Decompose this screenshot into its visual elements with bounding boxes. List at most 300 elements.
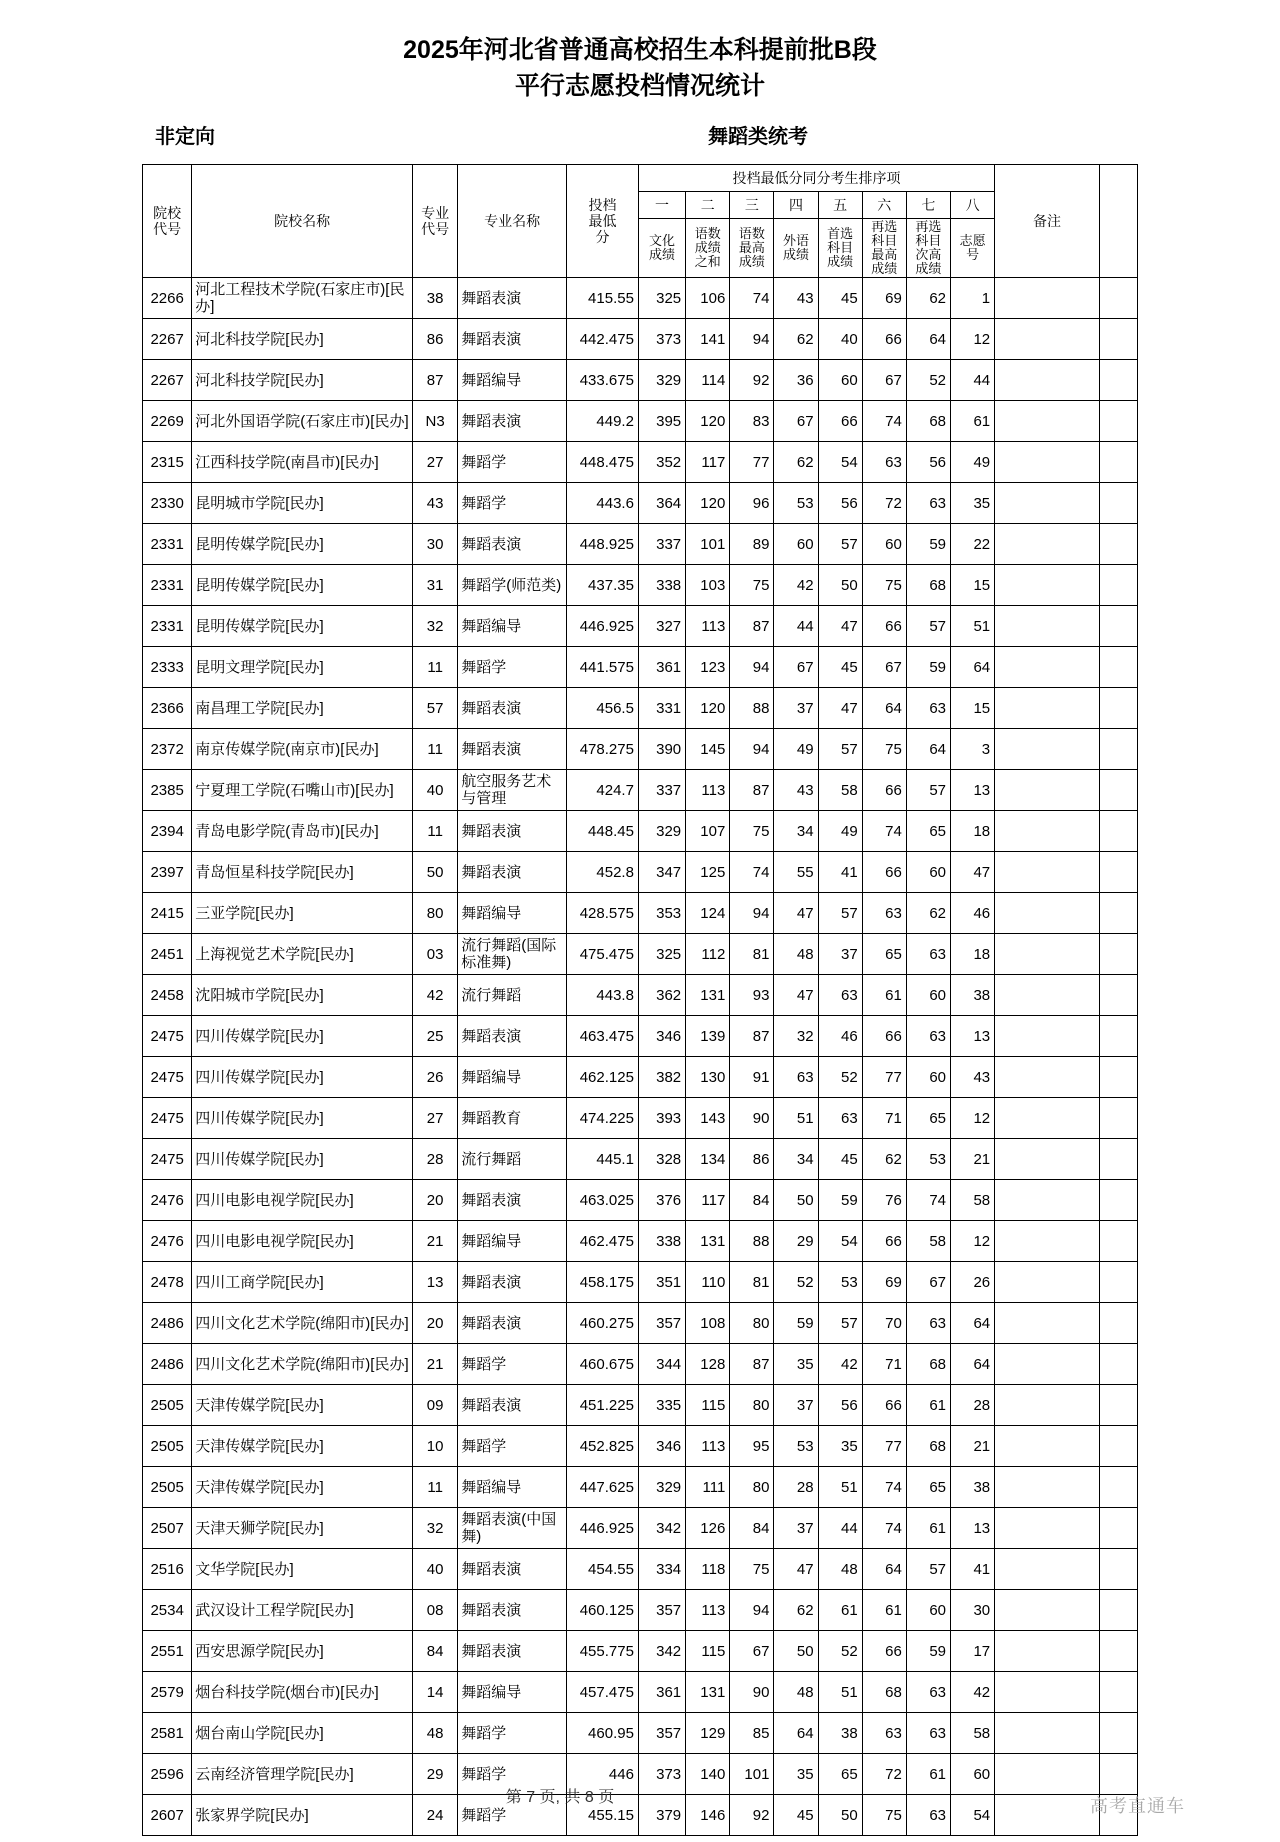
cell-rank-7: 74	[906, 1180, 950, 1221]
cell-rank-7: 63	[906, 934, 950, 975]
cell-rank-2: 113	[686, 1590, 730, 1631]
cell-filler	[1099, 1672, 1137, 1713]
cell-min-score: 454.55	[567, 1549, 639, 1590]
cell-rank-2: 140	[686, 1754, 730, 1795]
cell-school-code: 2267	[143, 319, 192, 360]
cell-filler	[1099, 1713, 1137, 1754]
cell-rank-2: 131	[686, 1672, 730, 1713]
cell-rank-8: 64	[951, 1344, 995, 1385]
cell-rank-2: 120	[686, 483, 730, 524]
cell-rank-8: 47	[951, 852, 995, 893]
cell-rank-1: 357	[638, 1303, 685, 1344]
cell-rank-2: 120	[686, 401, 730, 442]
cell-remark	[995, 1590, 1100, 1631]
cell-major-code: 48	[413, 1713, 458, 1754]
cell-rank-5: 49	[818, 811, 862, 852]
table-row	[143, 688, 1138, 729]
cell-rank-4: 63	[774, 1057, 818, 1098]
cell-rank-2: 131	[686, 975, 730, 1016]
cell-rank-7: 65	[906, 811, 950, 852]
header-culture-score: 文化成绩	[638, 219, 685, 278]
cell-major-code: 11	[413, 729, 458, 770]
cell-filler	[1099, 688, 1137, 729]
table-row	[143, 360, 1138, 401]
cell-rank-2: 126	[686, 1508, 730, 1549]
cell-rank-3: 80	[730, 1385, 774, 1426]
plan-type-label: 非定向	[155, 126, 215, 148]
cell-filler	[1099, 852, 1137, 893]
cell-rank-2: 130	[686, 1057, 730, 1098]
cell-rank-4: 53	[774, 483, 818, 524]
cell-rank-4: 59	[774, 1303, 818, 1344]
cell-school-code: 2476	[143, 1221, 192, 1262]
cell-rank-7: 60	[906, 1590, 950, 1631]
cell-remark	[995, 360, 1100, 401]
cell-major-code: 25	[413, 1016, 458, 1057]
table-row	[143, 975, 1138, 1016]
cell-min-score: 457.475	[567, 1672, 639, 1713]
cell-rank-7: 68	[906, 1426, 950, 1467]
cell-rank-4: 52	[774, 1262, 818, 1303]
cell-filler	[1099, 1098, 1137, 1139]
cell-school-name: 烟台科技学院(烟台市)[民办]	[192, 1672, 413, 1713]
cell-rank-5: 60	[818, 360, 862, 401]
cell-major-name: 舞蹈编导	[458, 606, 567, 647]
cell-rank-4: 60	[774, 524, 818, 565]
cell-min-score: 424.7	[567, 770, 639, 811]
cell-rank-4: 34	[774, 1139, 818, 1180]
cell-rank-3: 101	[730, 1754, 774, 1795]
cell-rank-6: 74	[862, 1508, 906, 1549]
cell-school-name: 西安思源学院[民办]	[192, 1631, 413, 1672]
cell-school-name: 四川文化艺术学院(绵阳市)[民办]	[192, 1344, 413, 1385]
cell-major-code: 57	[413, 688, 458, 729]
cell-school-code: 2269	[143, 401, 192, 442]
cell-major-name: 舞蹈学	[458, 647, 567, 688]
cell-rank-6: 72	[862, 1754, 906, 1795]
cell-major-code: 32	[413, 606, 458, 647]
cell-remark	[995, 647, 1100, 688]
cell-major-code: 87	[413, 360, 458, 401]
cell-min-score: 455.775	[567, 1631, 639, 1672]
cell-rank-7: 52	[906, 360, 950, 401]
cell-rank-7: 60	[906, 975, 950, 1016]
cell-min-score: 478.275	[567, 729, 639, 770]
cell-rank-6: 63	[862, 442, 906, 483]
cell-rank-3: 87	[730, 1344, 774, 1385]
cell-rank-1: 361	[638, 1672, 685, 1713]
cell-school-code: 2397	[143, 852, 192, 893]
cell-rank-1: 342	[638, 1631, 685, 1672]
cell-school-name: 昆明传媒学院[民办]	[192, 606, 413, 647]
cell-major-code: 80	[413, 893, 458, 934]
cell-rank-8: 58	[951, 1180, 995, 1221]
cell-rank-1: 351	[638, 1262, 685, 1303]
cell-rank-6: 71	[862, 1098, 906, 1139]
cell-remark	[995, 1713, 1100, 1754]
cell-min-score: 441.575	[567, 647, 639, 688]
cell-rank-3: 75	[730, 1549, 774, 1590]
cell-rank-2: 112	[686, 934, 730, 975]
cell-major-name: 舞蹈表演	[458, 524, 567, 565]
cell-school-code: 2596	[143, 1754, 192, 1795]
cell-rank-2: 113	[686, 1426, 730, 1467]
cell-rank-2: 115	[686, 1385, 730, 1426]
cell-rank-3: 75	[730, 811, 774, 852]
cell-major-code: 38	[413, 278, 458, 319]
cell-rank-8: 30	[951, 1590, 995, 1631]
cell-rank-4: 51	[774, 1098, 818, 1139]
cell-min-score: 447.625	[567, 1467, 639, 1508]
cell-min-score: 446.925	[567, 606, 639, 647]
cell-rank-6: 69	[862, 278, 906, 319]
cell-remark	[995, 852, 1100, 893]
cell-rank-2: 124	[686, 893, 730, 934]
cell-rank-8: 22	[951, 524, 995, 565]
cell-school-name: 上海视觉艺术学院[民办]	[192, 934, 413, 975]
cell-rank-7: 58	[906, 1221, 950, 1262]
cell-rank-3: 93	[730, 975, 774, 1016]
cell-rank-4: 32	[774, 1016, 818, 1057]
cell-min-score: 458.175	[567, 1262, 639, 1303]
cell-school-code: 2516	[143, 1549, 192, 1590]
cell-rank-2: 134	[686, 1139, 730, 1180]
cell-rank-5: 48	[818, 1549, 862, 1590]
cell-major-name: 舞蹈表演	[458, 401, 567, 442]
cell-school-code: 2331	[143, 565, 192, 606]
cell-rank-1: 338	[638, 565, 685, 606]
cell-major-name: 航空服务艺术与管理	[458, 770, 567, 811]
cell-min-score: 460.675	[567, 1344, 639, 1385]
cell-rank-5: 45	[818, 647, 862, 688]
cell-rank-5: 45	[818, 1139, 862, 1180]
cell-filler	[1099, 647, 1137, 688]
cell-major-code: 14	[413, 1672, 458, 1713]
table-row	[143, 442, 1138, 483]
cell-rank-8: 18	[951, 811, 995, 852]
cell-rank-2: 120	[686, 688, 730, 729]
cell-school-code: 2607	[143, 1795, 192, 1836]
cell-rank-6: 66	[862, 770, 906, 811]
cell-rank-2: 113	[686, 770, 730, 811]
cell-school-name: 四川工商学院[民办]	[192, 1262, 413, 1303]
cell-rank-1: 328	[638, 1139, 685, 1180]
cell-min-score: 456.5	[567, 688, 639, 729]
cell-min-score: 460.275	[567, 1303, 639, 1344]
cell-major-name: 舞蹈学	[458, 1344, 567, 1385]
cell-major-code: N3	[413, 401, 458, 442]
cell-rank-5: 56	[818, 483, 862, 524]
cell-school-name: 青岛电影学院(青岛市)[民办]	[192, 811, 413, 852]
cell-remark	[995, 1508, 1100, 1549]
cell-rank-1: 342	[638, 1508, 685, 1549]
cell-rank-2: 145	[686, 729, 730, 770]
cell-rank-2: 141	[686, 319, 730, 360]
cell-min-score: 475.475	[567, 934, 639, 975]
watermark-label: 高考直通车	[1090, 1796, 1185, 1816]
cell-rank-3: 91	[730, 1057, 774, 1098]
cell-school-name: 三亚学院[民办]	[192, 893, 413, 934]
cell-rank-8: 15	[951, 688, 995, 729]
cell-min-score: 463.475	[567, 1016, 639, 1057]
cell-rank-8: 49	[951, 442, 995, 483]
cell-rank-4: 36	[774, 360, 818, 401]
cell-rank-8: 21	[951, 1139, 995, 1180]
table-row	[143, 1590, 1138, 1631]
cell-rank-5: 61	[818, 1590, 862, 1631]
header-tiebreak-group: 投档最低分同分考生排序项	[638, 165, 994, 192]
cell-rank-8: 35	[951, 483, 995, 524]
cell-rank-5: 52	[818, 1057, 862, 1098]
cell-school-name: 天津天狮学院[民办]	[192, 1508, 413, 1549]
cell-rank-7: 60	[906, 852, 950, 893]
cell-rank-7: 56	[906, 442, 950, 483]
cell-remark	[995, 524, 1100, 565]
cell-remark	[995, 1344, 1100, 1385]
cell-rank-8: 46	[951, 893, 995, 934]
cell-min-score: 452.8	[567, 852, 639, 893]
cell-major-code: 13	[413, 1262, 458, 1303]
cell-rank-3: 92	[730, 1795, 774, 1836]
cell-min-score: 460.125	[567, 1590, 639, 1631]
page-title	[0, 32, 1280, 104]
cell-school-code: 2331	[143, 524, 192, 565]
cell-school-name: 河北科技学院[民办]	[192, 319, 413, 360]
cell-rank-7: 57	[906, 606, 950, 647]
cell-major-name: 舞蹈表演	[458, 811, 567, 852]
table-row	[143, 1672, 1138, 1713]
cell-filler	[1099, 401, 1137, 442]
admission-score-table	[142, 164, 1138, 1836]
cell-school-name: 四川文化艺术学院(绵阳市)[民办]	[192, 1303, 413, 1344]
cell-rank-7: 57	[906, 770, 950, 811]
cell-rank-5: 37	[818, 934, 862, 975]
cell-remark	[995, 688, 1100, 729]
cell-rank-8: 61	[951, 401, 995, 442]
cell-school-name: 四川传媒学院[民办]	[192, 1139, 413, 1180]
table-row	[143, 606, 1138, 647]
cell-school-code: 2415	[143, 893, 192, 934]
cell-rank-4: 62	[774, 319, 818, 360]
cell-rank-5: 52	[818, 1631, 862, 1672]
cell-rank-3: 87	[730, 1016, 774, 1057]
cell-rank-7: 59	[906, 524, 950, 565]
cell-min-score: 455.15	[567, 1795, 639, 1836]
cell-rank-7: 65	[906, 1467, 950, 1508]
cell-school-name: 河北科技学院[民办]	[192, 360, 413, 401]
table-row	[143, 729, 1138, 770]
cell-school-name: 四川传媒学院[民办]	[192, 1016, 413, 1057]
cell-rank-3: 88	[730, 688, 774, 729]
header-reselect-second: 再选科目次高成绩	[906, 219, 950, 278]
cell-school-name: 张家界学院[民办]	[192, 1795, 413, 1836]
cell-rank-3: 90	[730, 1098, 774, 1139]
cell-school-name: 南京传媒学院(南京市)[民办]	[192, 729, 413, 770]
cell-filler	[1099, 1549, 1137, 1590]
cell-rank-5: 47	[818, 606, 862, 647]
cell-rank-8: 12	[951, 319, 995, 360]
table-row	[143, 1262, 1138, 1303]
cell-rank-1: 346	[638, 1426, 685, 1467]
cell-rank-6: 69	[862, 1262, 906, 1303]
cell-min-score: 415.55	[567, 278, 639, 319]
cell-min-score: 463.025	[567, 1180, 639, 1221]
cell-rank-2: 111	[686, 1467, 730, 1508]
cell-rank-1: 329	[638, 360, 685, 401]
cell-rank-3: 88	[730, 1221, 774, 1262]
cell-filler	[1099, 729, 1137, 770]
cell-rank-7: 62	[906, 893, 950, 934]
cell-rank-1: 357	[638, 1713, 685, 1754]
cell-rank-5: 44	[818, 1508, 862, 1549]
cell-rank-2: 103	[686, 565, 730, 606]
cell-rank-6: 74	[862, 811, 906, 852]
cell-rank-6: 61	[862, 975, 906, 1016]
cell-filler	[1099, 319, 1137, 360]
table-row	[143, 647, 1138, 688]
header-foreign-language: 外语成绩	[774, 219, 818, 278]
cell-major-name: 舞蹈表演	[458, 1016, 567, 1057]
cell-rank-6: 76	[862, 1180, 906, 1221]
cell-school-name: 武汉设计工程学院[民办]	[192, 1590, 413, 1631]
cell-school-code: 2478	[143, 1262, 192, 1303]
header-remark: 备注	[995, 165, 1100, 278]
cell-rank-3: 84	[730, 1508, 774, 1549]
cell-rank-5: 50	[818, 1795, 862, 1836]
table-row	[143, 1098, 1138, 1139]
cell-min-score: 460.95	[567, 1713, 639, 1754]
cell-rank-7: 63	[906, 1303, 950, 1344]
cell-school-name: 青岛恒星科技学院[民办]	[192, 852, 413, 893]
cell-rank-6: 70	[862, 1303, 906, 1344]
cell-rank-2: 117	[686, 442, 730, 483]
cell-rank-6: 75	[862, 1795, 906, 1836]
cell-min-score: 445.1	[567, 1139, 639, 1180]
cell-rank-8: 17	[951, 1631, 995, 1672]
cell-school-code: 2505	[143, 1426, 192, 1467]
header-chinese-math-max: 语数最高成绩	[730, 219, 774, 278]
section-labels	[0, 120, 1280, 150]
cell-school-code: 2505	[143, 1385, 192, 1426]
table-row	[143, 483, 1138, 524]
header-ordinal-5: 五	[818, 192, 862, 219]
cell-school-code: 2372	[143, 729, 192, 770]
cell-rank-6: 75	[862, 565, 906, 606]
cell-rank-6: 66	[862, 319, 906, 360]
cell-rank-5: 57	[818, 893, 862, 934]
cell-rank-1: 325	[638, 934, 685, 975]
cell-filler	[1099, 278, 1137, 319]
cell-school-code: 2581	[143, 1713, 192, 1754]
header-ordinal-3: 三	[730, 192, 774, 219]
cell-rank-4: 45	[774, 1795, 818, 1836]
cell-min-score: 462.475	[567, 1221, 639, 1262]
cell-filler	[1099, 442, 1137, 483]
header-first-choice-subject: 首选科目成绩	[818, 219, 862, 278]
cell-min-score: 452.825	[567, 1426, 639, 1467]
cell-school-code: 2385	[143, 770, 192, 811]
cell-major-name: 舞蹈编导	[458, 1057, 567, 1098]
cell-major-code: 08	[413, 1590, 458, 1631]
cell-school-name: 江西科技学院(南昌市)[民办]	[192, 442, 413, 483]
cell-rank-6: 66	[862, 852, 906, 893]
cell-rank-1: 337	[638, 770, 685, 811]
cell-major-name: 舞蹈表演	[458, 1180, 567, 1221]
cell-rank-3: 90	[730, 1672, 774, 1713]
table-row	[143, 1344, 1138, 1385]
cell-major-code: 11	[413, 1467, 458, 1508]
cell-rank-3: 95	[730, 1426, 774, 1467]
cell-rank-1: 353	[638, 893, 685, 934]
cell-rank-7: 63	[906, 688, 950, 729]
cell-filler	[1099, 1016, 1137, 1057]
cell-rank-5: 42	[818, 1344, 862, 1385]
cell-rank-7: 59	[906, 1631, 950, 1672]
exam-category-label: 舞蹈类统考	[708, 126, 808, 148]
cell-rank-3: 81	[730, 934, 774, 975]
cell-rank-7: 63	[906, 483, 950, 524]
cell-major-name: 流行舞蹈	[458, 1139, 567, 1180]
cell-rank-8: 51	[951, 606, 995, 647]
cell-rank-3: 94	[730, 893, 774, 934]
cell-filler	[1099, 1385, 1137, 1426]
cell-major-code: 43	[413, 483, 458, 524]
cell-major-name: 舞蹈表演	[458, 319, 567, 360]
cell-major-name: 舞蹈编导	[458, 1672, 567, 1713]
cell-rank-3: 81	[730, 1262, 774, 1303]
cell-school-code: 2475	[143, 1139, 192, 1180]
cell-major-name: 舞蹈编导	[458, 1467, 567, 1508]
cell-remark	[995, 1631, 1100, 1672]
cell-rank-2: 128	[686, 1344, 730, 1385]
cell-major-code: 40	[413, 770, 458, 811]
cell-rank-5: 51	[818, 1672, 862, 1713]
header-volunteer-number: 志愿号	[951, 219, 995, 278]
cell-school-code: 2331	[143, 606, 192, 647]
cell-rank-5: 56	[818, 1385, 862, 1426]
cell-filler	[1099, 1631, 1137, 1672]
cell-major-name: 流行舞蹈(国际标准舞)	[458, 934, 567, 975]
cell-remark	[995, 1057, 1100, 1098]
cell-rank-6: 61	[862, 1590, 906, 1631]
cell-major-name: 舞蹈表演	[458, 688, 567, 729]
cell-rank-8: 38	[951, 1467, 995, 1508]
cell-rank-3: 87	[730, 606, 774, 647]
cell-rank-7: 64	[906, 729, 950, 770]
cell-rank-3: 77	[730, 442, 774, 483]
cell-major-code: 84	[413, 1631, 458, 1672]
cell-major-code: 31	[413, 565, 458, 606]
table-row	[143, 1139, 1138, 1180]
cell-rank-1: 382	[638, 1057, 685, 1098]
cell-rank-5: 66	[818, 401, 862, 442]
cell-major-name: 舞蹈表演	[458, 1385, 567, 1426]
header-school-code: 院校代号	[143, 165, 192, 278]
cell-rank-7: 63	[906, 1672, 950, 1713]
cell-rank-2: 146	[686, 1795, 730, 1836]
cell-school-code: 2330	[143, 483, 192, 524]
cell-rank-1: 347	[638, 852, 685, 893]
cell-major-code: 29	[413, 1754, 458, 1795]
table-row	[143, 1385, 1138, 1426]
cell-rank-8: 38	[951, 975, 995, 1016]
cell-rank-3: 84	[730, 1180, 774, 1221]
cell-rank-8: 21	[951, 1426, 995, 1467]
cell-rank-2: 117	[686, 1180, 730, 1221]
cell-rank-3: 80	[730, 1303, 774, 1344]
cell-rank-6: 66	[862, 1221, 906, 1262]
cell-rank-2: 123	[686, 647, 730, 688]
